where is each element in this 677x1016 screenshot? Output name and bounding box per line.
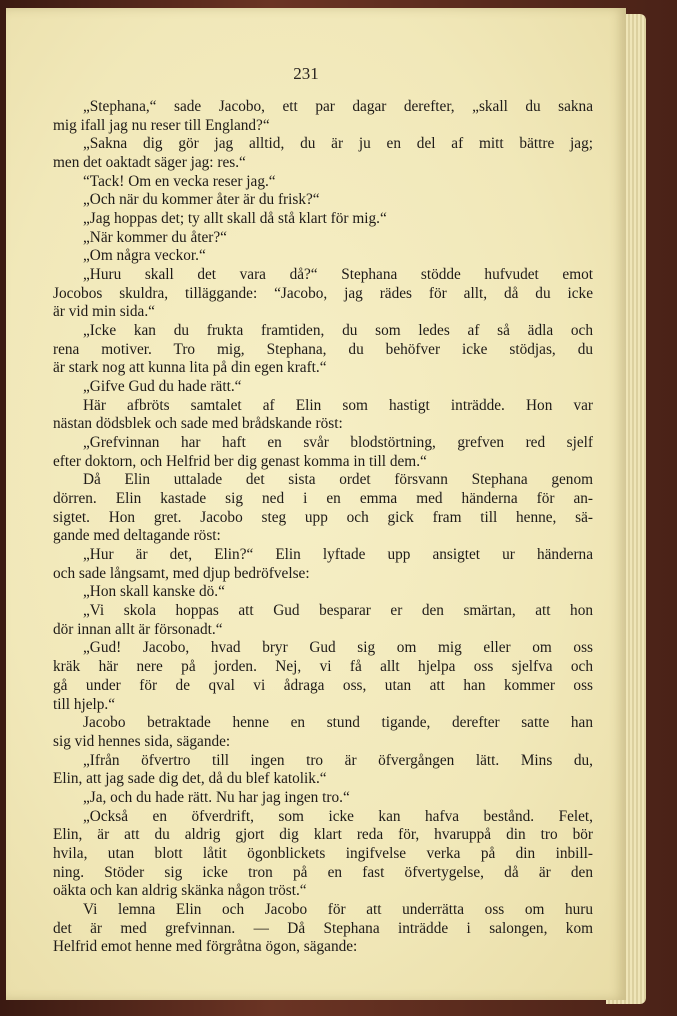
text-line: „Jag hoppas det; ty allt skall då stå klart för mig.“: [83, 210, 387, 228]
text-line: „Icke kan du frukta framtiden, du som ledes af så ädla och: [83, 322, 593, 340]
text-line: ning. Stöder sig icke tron på en fast öfvertygelse, då är den: [53, 863, 593, 881]
text-line: sig vid hennes sida, sägande:: [53, 732, 231, 750]
text-line: till hjelp.“: [53, 695, 116, 713]
text-line: „Gud! Jacobo, hvad bryr Gud sig om mig eller om oss: [83, 639, 593, 657]
text-line: är stark nog att kunna lita på din egen kraft.“: [53, 359, 327, 377]
text-line: „Huru skall det vara då?“ Stephana stödde hufvudet emot: [83, 266, 593, 284]
text-line: dörren. Elin kastade sig ned i en emma med händerna för an-: [53, 490, 593, 508]
text-line: kräk här nere på jorden. Nej, vi få allt hjelpa oss sjelfva och: [53, 658, 593, 676]
text-line: „Grefvinnan har haft en svår blodstörtning, grefven red sjelf: [83, 434, 593, 452]
text-line: men det oaktadt säger jag: res.“: [53, 154, 246, 172]
text-line: „När kommer du åter?“: [83, 228, 227, 246]
text-line: „Och när du kommer åter är du frisk?“: [83, 191, 320, 209]
text-line: „Ifrån öfvertro till ingen tro är öfvergången lätt. Mins du,: [83, 751, 593, 769]
text-line: „Också en öfverdrift, som icke kan hafva bestånd. Felet,: [83, 807, 593, 825]
text-line: Helfrid emot henne med förgråtna ögon, sägande:: [53, 938, 358, 956]
body-text: [53, 98, 593, 957]
text-line: Jacobo betraktade henne en stund tigande, derefter satte han: [83, 714, 593, 732]
text-line: „Ja, och du hade rätt. Nu har jag ingen tro.“: [83, 788, 350, 806]
text-line: „Hon skall kanske dö.“: [83, 583, 225, 601]
text-line: är vid min sida.“: [53, 303, 155, 321]
text-line: efter doktorn, och Helfrid ber dig genast komma in till dem.“: [53, 452, 427, 470]
text-line: „Sakna dig gör jag alltid, du är ju en del af mitt bättre jag;: [83, 135, 593, 153]
text-line: hvila, utan blott låtit ögonblickets ingifvelse verka på din inbill-: [53, 844, 593, 862]
text-line: gande med deltagande röst:: [53, 527, 221, 545]
text-line: mig ifall jag nu reser till England?“: [53, 116, 270, 134]
text-line: oäkta och kan aldrig skänka någon tröst.“: [53, 882, 307, 900]
text-line: det är med grefvinnan. — Då Stephana inträdde i salongen, kom: [53, 919, 593, 937]
text-line: „Gifve Gud du hade rätt.“: [83, 378, 242, 396]
text-line: Här afbröts samtalet af Elin som hastigt inträdde. Hon var: [83, 396, 593, 414]
text-line: Elin, att jag sade dig det, då du blef katolik.“: [53, 770, 327, 788]
text-line: sigtet. Hon gret. Jacobo steg upp och gick fram till henne, sä-: [53, 508, 593, 526]
text-line: Då Elin uttalade det sista ordet försvann Stephana genom: [83, 471, 593, 489]
text-line: och sade långsamt, med djup bedröfvelse:: [53, 564, 310, 582]
text-line: nästan dödsblek och sade med brådskande röst:: [53, 415, 343, 433]
text-line: „Vi skola hoppas att Gud besparar er den smärtan, att hon: [83, 602, 593, 620]
text-line: „Hur är det, Elin?“ Elin lyftade upp ansigtet ur händerna: [83, 546, 593, 564]
text-line: Elin, är att du aldrig gjort dig klart reda för, hvaruppå din tro bör: [53, 826, 593, 844]
book-page: [6, 8, 626, 1000]
text-line: „Stephana,“ sade Jacobo, ett par dagar derefter, „skall du sakna: [83, 98, 593, 115]
text-line: „Om några veckor.“: [83, 247, 206, 265]
text-line: Jocobos skuldra, tilläggande: “Jacobo, jag rädes för allt, då du icke: [53, 284, 593, 302]
text-line: rena motiver. Tro mig, Stephana, du behöfver icke stödjas, du: [53, 340, 593, 358]
text-line: Vi lemna Elin och Jacobo för att underrätta oss om huru: [83, 900, 593, 918]
page-number: 231: [293, 64, 319, 83]
text-line: dör innan allt är försonadt.“: [53, 620, 223, 638]
text-line: gå under för de qval vi ådraga oss, utan att han kommer oss: [53, 676, 593, 694]
text-line: “Tack! Om en vecka reser jag.“: [83, 172, 276, 190]
